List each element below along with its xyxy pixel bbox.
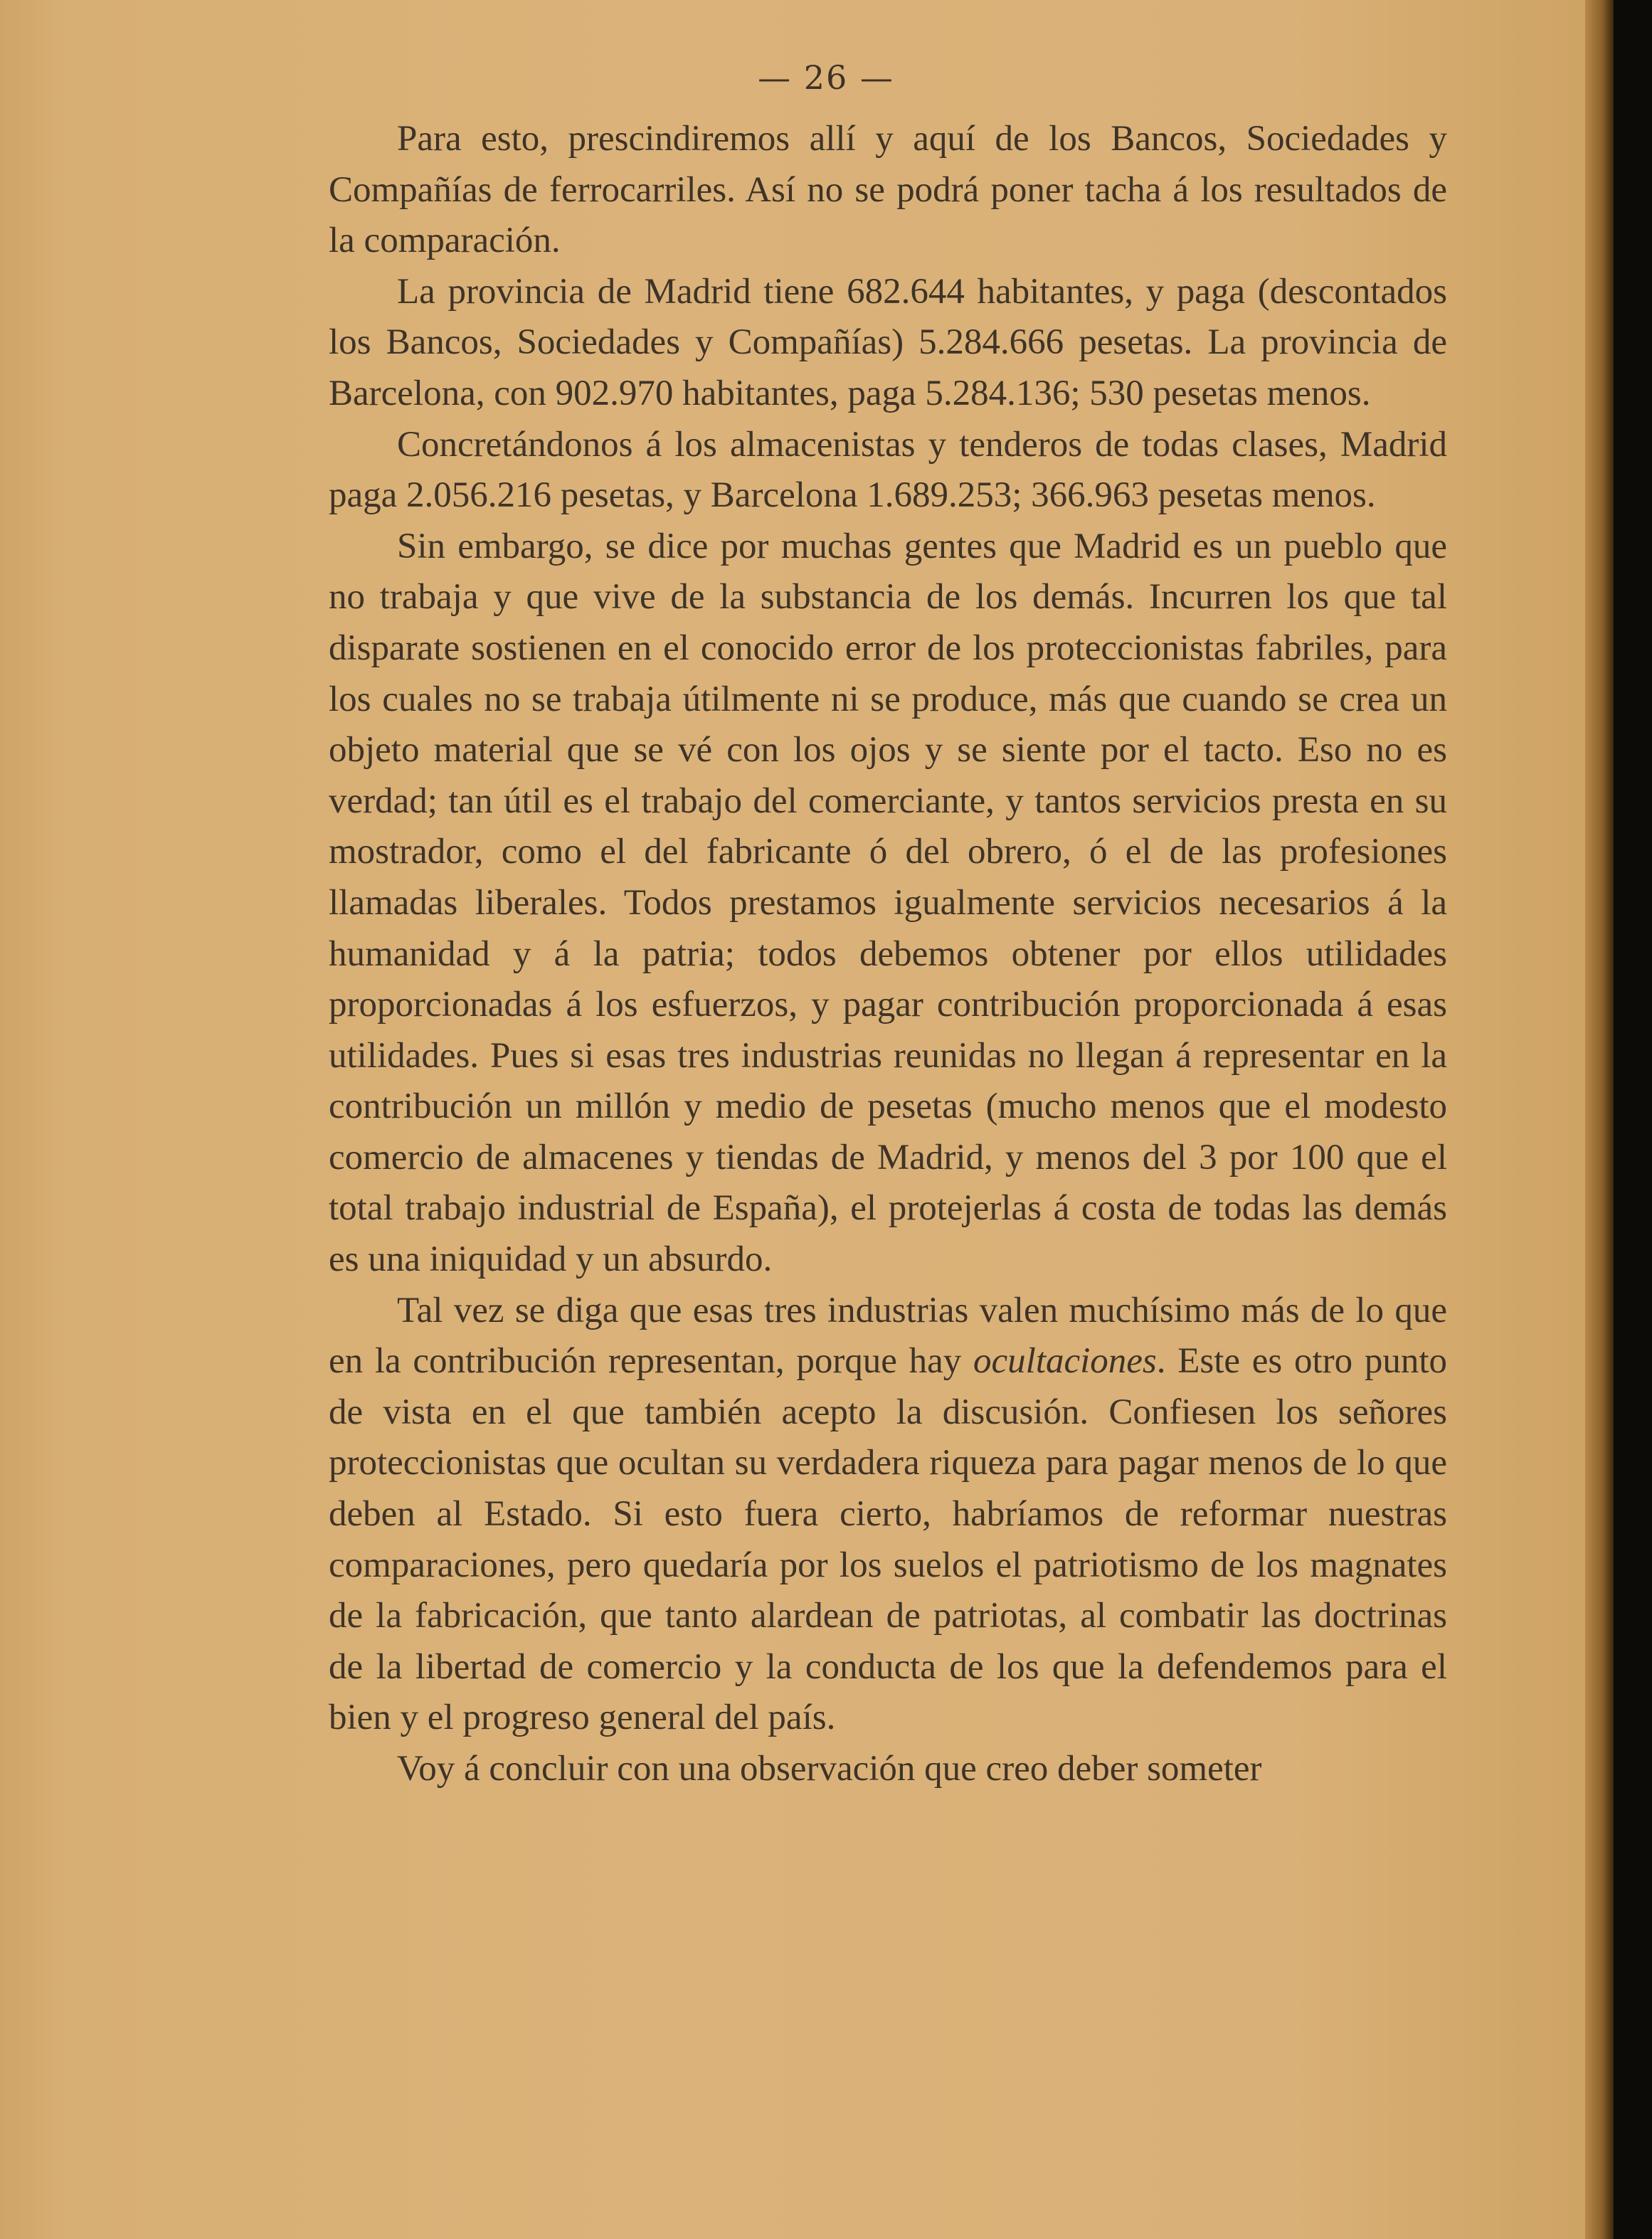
paragraph [329,1286,1447,1744]
paragraph: La provincia de Madrid tiene 682.644 habitantes, y paga (descontados los Bancos, Sociedades y Compañías) 5.284.666 pesetas. La provincia de Barcelona, con 902.970 habitantes, paga 5.284.136; 530 pesetas menos. [329,271,1447,413]
page-binding-edge [1585,0,1614,2239]
paragraph: Para esto, prescindiremos allí y aquí de los Bancos, Sociedades y Compañías de ferrocarriles. Así no se podrá poner tacha á los resultados de la comparación. [329,119,1447,261]
paragraph-text: Tal vez se diga que esas tres industrias valen muchísimo más de lo que en la contribución representan, porque hay [329,1290,1447,1382]
body-text [329,114,1447,1795]
paragraph: Sin embargo, se dice por muchas gentes que Madrid es un pueblo que no trabaja y que vive de la substancia de los demás. Incurren los que tal disparate sostienen en el conocido error de los proteccionistas fabriles, para los cuales no se trabaja útilmente ni se produce, más que cuando se crea un objeto material que se vé con los ojos y se siente por el tacto. Eso no es verdad; tan útil es el trabajo del comerciante, y tantos servicios presta en su mostrador, como el del fabricante ó del obrero, ó el de las profesiones llamadas liberales. Todos prestamos igualmente servicios necesarios á la humanidad y á la patria; todos debemos obtener por ellos utilidades proporcionadas á los esfuerzos, y pagar contribución proporcionada á esas utilidades. Pues si esas tres industrias reunidas no llegan á representar en la contribución un millón y medio de pesetas (mucho menos que el modesto comercio de almacenes y tiendas de Madrid, y menos del 3 por 100 que el total trabajo industrial de España), el protejerlas á costa de todas las demás es una iniquidad y un absurdo. [329,526,1447,1280]
paragraph-text: . Este es otro punto de vista en el que también acepto la discusión. Confiesen los señores proteccionistas que ocultan su verdadera riqueza para pagar menos de lo que deben al Estado. Si esto fuera cierto, habríamos de reformar nuestras comparaciones, pero quedaría por los suelos el patriotismo de los magnates de la fabricación, que tanto alardean de patriotas, al combatir las doctrinas de la libertad de comercio y la conducta de los que la defendemos para el bien y el progreso general del país. [329,1341,1447,1738]
page-number: — 26 — [758,58,894,97]
paragraph: Concretándonos á los almacenistas y tenderos de todas clases, Madrid paga 2.056.216 pesetas, y Barcelona 1.689.253; 366.963 pesetas menos. [329,424,1447,516]
paragraph-final-line: Voy á concluir con una observación que creo deber someter [397,1749,1262,1789]
italic-term: ocultaciones [973,1341,1157,1382]
